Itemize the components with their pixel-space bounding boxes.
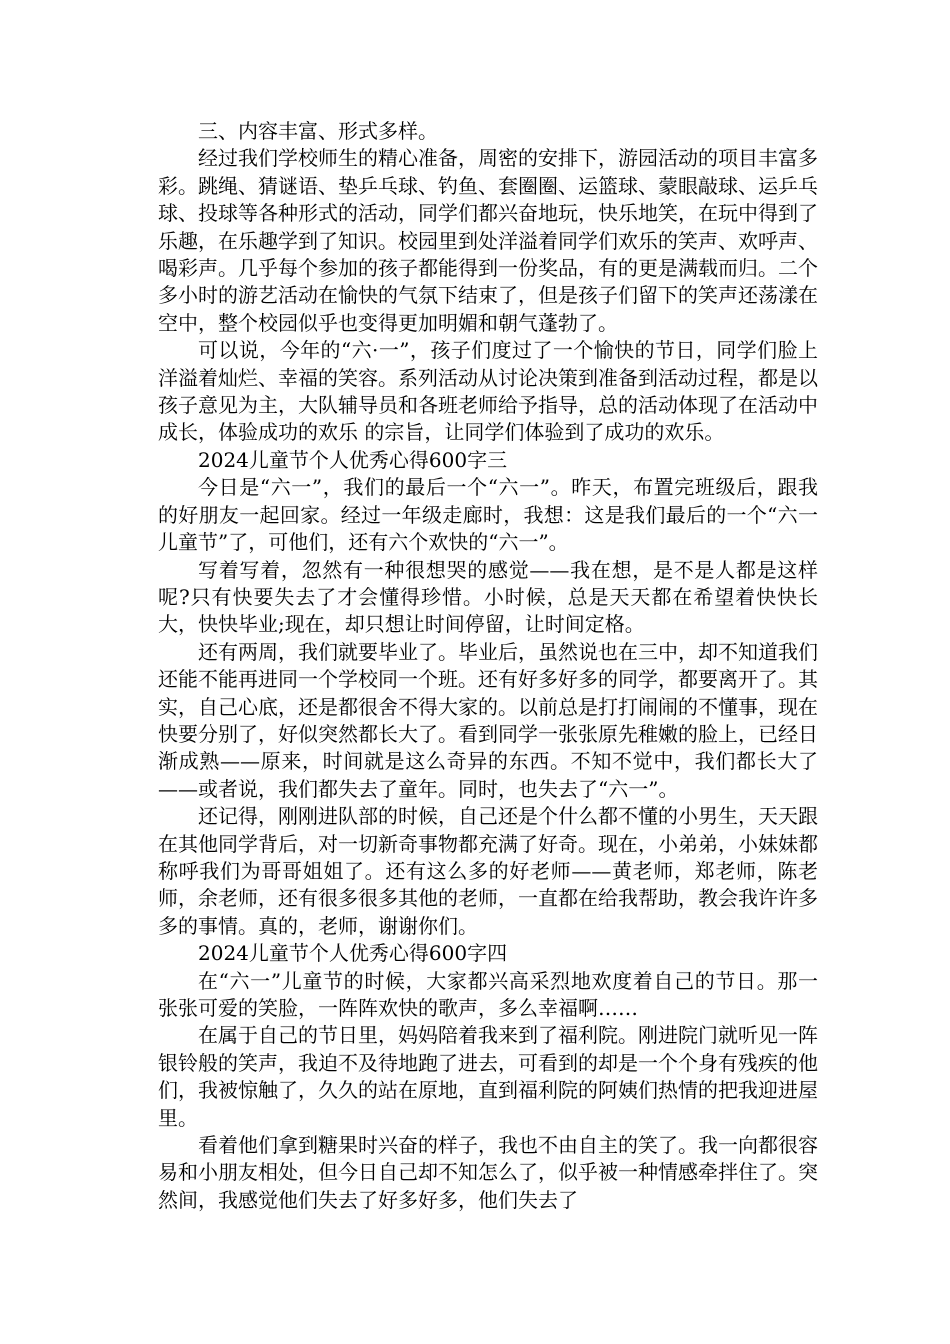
paragraph: 写着写着，忽然有一种很想哭的感觉——我在想，是不是人都是这样呢?只有快要失去了才会懂得珍惜。小时候，总是天天都在希望着快快长大，快快毕业;现在，却只想让时间停留，让时间定格。: [158, 557, 818, 637]
section-title: 2024儿童节个人优秀心得600字四: [198, 941, 508, 966]
paragraph: 可以说，今年的“六·一”，孩子们度过了一个愉快的节日，同学们脸上洋溢着灿烂、幸福的笑容。系列活动从讨论决策到准备到活动过程，都是以孩子意见为主，大队辅导员和各班老师给予指导，总的活动体现了在活动中成长，体验成功的欢乐 的宗旨，让同学们体验到了成功的欢乐。: [158, 338, 818, 445]
paragraph: 看着他们拿到糖果时兴奋的样子，我也不由自主的笑了。我一向都很容易和小朋友相处，但今日自己却不知怎么了，似乎被一种情感牵拌住了。突然间，我感觉他们失去了好多好多，他们失去了: [158, 1133, 818, 1212]
paragraph: 经过我们学校师生的精心准备，周密的安排下，游园活动的项目丰富多彩。跳绳、猜谜语、垫乒乓球、钓鱼、套圈圈、运篮球、蒙眼敲球、运乒乓球、投球等各种形式的活动，同学们都兴奋地玩，快乐地笑，在玩中得到了乐趣，在乐趣学到了知识。校园里到处洋溢着同学们欢乐的笑声、欢呼声、喝彩声。几乎每个参加的孩子都能得到一份奖品，有的更是满载而归。二个多小时的游艺活动在愉快的气氛下结束了，但是孩子们留下的笑声还荡漾在空中，整个校园似乎也变得更加明媚和朝气蓬勃了。: [158, 146, 818, 335]
document-body: [158, 118, 818, 1214]
paragraph: 还有两周，我们就要毕业了。毕业后，虽然说也在三中，却不知道我们还能不能再进同一个学校同一个班。还有好多好多的同学，都要离开了。其实，自己心底，还是都很舍不得大家的。以前总是打打闹闹的不懂事，现在快要分别了，好似突然都长大了。看到同学一张张原先稚嫩的脸上，已经日渐成熟——原来，时间就是这么奇异的东西。不知不觉中，我们都长大了——或者说，我们都失去了童年。同时，也失去了“六一”。: [158, 639, 818, 801]
section-heading: 三、内容丰富、形式多样。: [198, 119, 438, 143]
paragraph: 在属于自己的节日里，妈妈陪着我来到了福利院。刚进院门就听见一阵银铃般的笑声，我迫不及待地跑了进去，可看到的却是一个个身有残疾的他们，我被惊触了，久久的站在原地，直到福利院的阿姨们热情的把我迎进屋里。: [158, 1023, 818, 1130]
paragraph: 还记得，刚刚进队部的时候，自己还是个什么都不懂的小男生，天天跟在其他同学背后，对一切新奇事物都充满了好奇。现在，小弟弟，小妹妹都称呼我们为哥哥姐姐了。还有这么多的好老师——黄老师，郑老师，陈老师，余老师，还有很多很多其他的老师，一直都在给我帮助，教会我许许多多的事情。真的，老师，谢谢你们。: [158, 804, 818, 938]
paragraph: 在“六一”儿童节的时候，大家都兴高采烈地欢度着自己的节日。那一张张可爱的笑脸，一阵阵欢快的歌声，多么幸福啊……: [158, 968, 818, 1020]
section-title: 2024儿童节个人优秀心得600字三: [198, 447, 508, 472]
paragraph: 今日是“六一”，我们的最后一个“六一”。昨天，布置完班级后，跟我的好朋友一起回家。经过一年级走廊时，我想：这是我们最后的一个“六一儿童节”了，可他们，还有六个欢快的“六一”。: [158, 475, 818, 555]
